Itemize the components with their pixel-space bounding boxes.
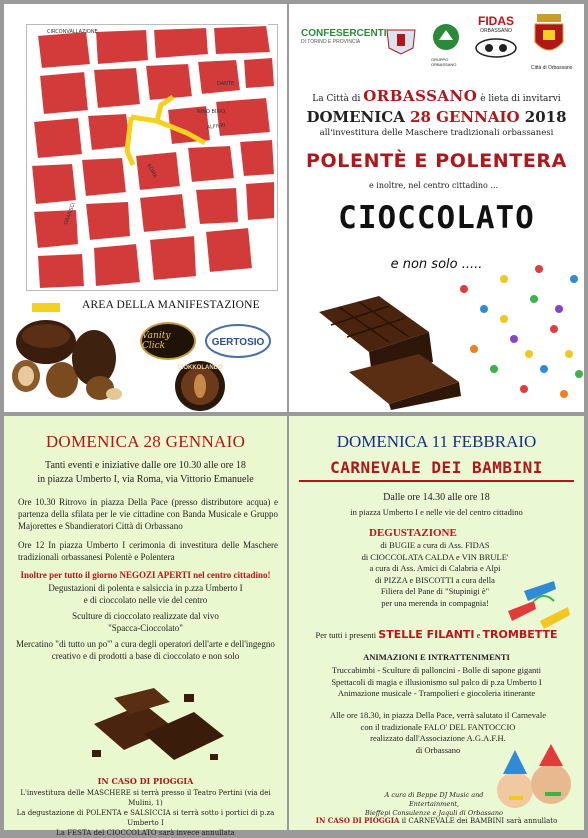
map-label-nino-bixio: NINO BIXIO <box>197 109 226 115</box>
ciokkolando-logo <box>174 360 226 412</box>
feb-11-panel <box>289 416 584 830</box>
chocolate-bar-image <box>309 292 469 410</box>
rain-note-rest: il CARNEVALE dei BAMBINI sarà annullato <box>399 817 558 825</box>
pioggia-line-1: L'investitura delle MASCHERE si terrà presso il Teatro Pertini (via dei Mulini, 1) <box>20 789 271 807</box>
organizers-credit <box>359 791 509 818</box>
spacca-cioccolato-line: "Spacca-Cioccolato" <box>108 623 183 633</box>
animazioni-line-2: Spettacoli di magia e illusionismo sul palco di p.za Umberto I <box>331 676 542 687</box>
carnevale-location: in piazza Umberto I e nelle vie del centro cittadino <box>350 507 523 517</box>
chocolate-hazelnut-image <box>4 304 134 412</box>
negozi-aperti-line: Inoltre per tutto il giorno NEGOZI APERTI nel centro cittadino! <box>20 570 271 580</box>
animazioni-heading: ANIMAZIONI E INTRATTENIMENTI <box>363 652 510 662</box>
orbassano-coat-of-arms: Città di Orbassano <box>531 14 576 76</box>
map-label-gramsci: GRAMSCI <box>63 201 77 226</box>
map-label-dante: DANTE <box>217 81 235 87</box>
sculture-line: Sculture di cioccolato realizzate dal vivo <box>72 611 219 621</box>
svg-text:CIOKKOLANDO: CIOKKOLANDO <box>177 365 223 371</box>
ore-12-text: Ore 12 In piazza Umberto I cerimonia di investitura delle Maschere tradizionali orbassanesi Polentè e Polentera <box>18 540 278 562</box>
invitation-intro: La Città di ORBASSANO è lieta di invitarvi <box>312 87 561 105</box>
svg-text:GERTOSIO: GERTOSIO <box>211 337 265 348</box>
feb-11-heading: DOMENICA 11 FEBBRAIO <box>336 432 537 451</box>
degustazione-heading: DEGUSTAZIONE <box>369 527 457 539</box>
degustazione-line-3: a cura di Ass. Amici di Calabria e Alpi <box>369 563 501 573</box>
stelle-trombette-line: Per tutti i presenti STELLE FILANTI e TROMBETTE <box>315 628 558 641</box>
animazioni-line-3: Animazione musicale - Trampolieri e giocoleria itinerante <box>337 688 536 698</box>
falo-line-2: con il tradizionale FALO' DEL FANTOCCIO <box>360 721 516 732</box>
inoltre-line: e inoltre, nel centro cittadino ... <box>369 181 499 190</box>
pioggia-heading: IN CASO DI PIOGGIA <box>97 776 194 786</box>
carnevale-hours: Dalle ore 14.30 alle ore 18 <box>383 492 490 503</box>
sponsor-logos <box>301 14 576 76</box>
falo-line-3: realizzato dall'Associazione A.G.A.F.H. <box>370 733 506 743</box>
jan-28-heading: DOMENICA 28 GENNAIO <box>45 432 246 451</box>
jan-28-panel <box>4 416 287 837</box>
vanity-click-logo <box>140 322 196 360</box>
fidas-logo: FIDAS ORBASSANO <box>471 14 521 74</box>
cioccolato-title: CIOCCOLATO <box>338 200 535 236</box>
confesercenti-logo: CONFESERCENTI DI TORINO E PROVINCIA <box>301 28 387 45</box>
falo-line-1: Alle ore 18.30, in piazza Della Pace, verrà salutato il Carnevale <box>330 710 546 720</box>
association-crest-logo <box>383 26 419 56</box>
animazioni-line-1: Truccabimbi - Sculture di palloncini - Bolle di sapone giganti <box>331 665 542 675</box>
vanity-click-text: Vanity Click <box>142 331 171 351</box>
cioccolato-line: e di cioccolato nelle vie del centro <box>83 595 208 605</box>
alpini-logo: GRUPPO ORBASSANO <box>431 22 461 62</box>
masks-title: POLENTÈ E POLENTERA <box>306 150 567 172</box>
investitura-line: all'investitura delle Maschere tradizionali orbassanesi <box>319 128 554 138</box>
falo-line-4: di Orbassano <box>415 744 461 755</box>
non-solo-line: e non solo ..... <box>390 257 483 272</box>
title-underline <box>299 480 574 482</box>
jan-28-intro: Tanti eventi e iniziative dalle ore 10.30 alle ore 18 <box>45 460 246 471</box>
animazioni-list <box>299 665 574 700</box>
rain-note-red: IN CASO DI PIOGGIA <box>315 816 400 825</box>
map-label-roma: ROMA <box>145 163 159 180</box>
jan-28-intro-location: in piazza Umberto I, via Roma, via Vittorio Emanuele <box>37 474 254 485</box>
event-date: DOMENICA 28 GENNAIO 2018 <box>306 108 567 126</box>
degustazioni-line: Degustazioni di polenta e salsiccia in p.zza Umberto I <box>48 583 243 593</box>
map-panel <box>4 4 287 412</box>
ore-1030-text: Ore 10.30 Ritrovo in piazza Della Pace (presso distributore acqua) e partenza della sfilata per le vie cittadine con Banda Musicale e Gruppo Majorettes e Sbandieratori Città di Orbassano <box>18 497 278 531</box>
legend-label: AREA DELLA MANIFESTAZIONE <box>82 299 260 311</box>
pioggia-line-2: La degustazione di POLENTA e SALSICCIA si terrà sotto i portici di p.za Umberto I <box>16 809 275 827</box>
pioggia-line-3: La FESTA del CIOCCOLATO sarà invece annullata <box>56 829 235 837</box>
rain-note <box>289 816 584 825</box>
degustazione-line-6: per una merenda in compagnia! <box>381 597 489 608</box>
credit-line-2: Bieffepi Consulenze e Jaquli di Orbassano <box>365 809 503 817</box>
gertosio-logo <box>204 322 272 360</box>
credit-line-1: A cura di Beppe DJ Music and Entertainment, <box>384 791 484 808</box>
degustazione-line-1: di BUGIE a cura di Ass. FIDAS <box>380 540 490 550</box>
map-label-circonvallazione: CIRCONVALLAZIONE <box>47 29 98 35</box>
event-area-map <box>26 24 278 291</box>
pioggia-text <box>10 788 281 838</box>
degustazione-line-4: di PIZZA e BISCOTTI a cura della <box>375 574 495 585</box>
chocolate-pieces-image <box>84 684 234 766</box>
degustazione-line-2: di CIOCCOLATA CALDA e VIN BRULE' <box>361 551 509 562</box>
party-horns-image <box>504 571 574 631</box>
degustazione-line-5: Filiera del Pane di "Stupinigi è" <box>380 586 490 596</box>
mercatino-text: Mercatino "di tutto un po'" a cura degli operatori dell'arte e dell'ingegno creativo e di prodotti a base di cioccolato e non solo <box>16 639 275 661</box>
invitation-panel <box>289 4 584 412</box>
map-label-alfieri: ALFIERI <box>206 122 226 131</box>
carnevale-title: CARNEVALE DEI BAMBINI <box>330 458 543 477</box>
